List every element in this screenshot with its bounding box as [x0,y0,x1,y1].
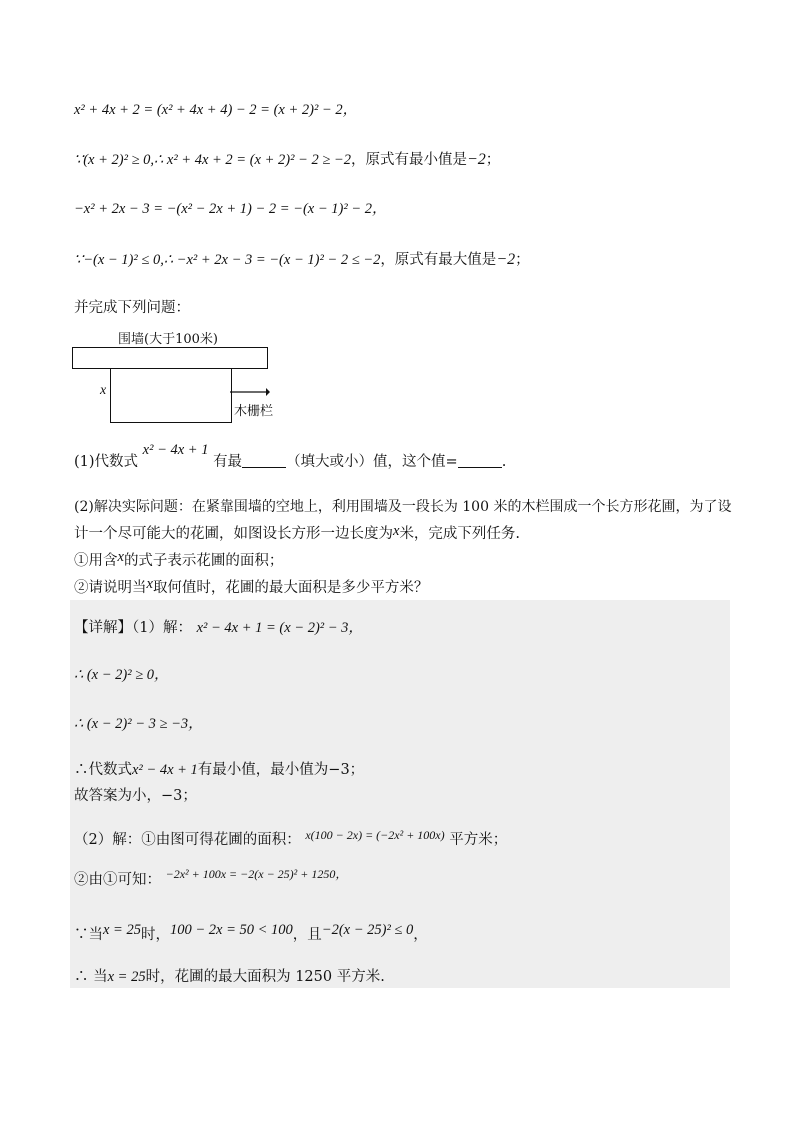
solution-line-8-math-2: 100 − 2x = 50 < 100 [169,922,293,938]
solution-line-8-math-1: x = 25 [103,922,141,938]
wall-label: 围墙(大于100米) [118,332,218,347]
q1-mid2: （填大或小）值，这个值= [286,454,458,470]
solution-line-5: 故答案为小，−3； [74,788,197,804]
question-1 [74,442,507,472]
derivation-line-2-math: ∵(x + 2)² ≥ 0,∴ x² + 4x + 2 = (x + 2)² − 2 ≥ −2 [74,152,351,168]
task-1-text-a: ①用含 [74,553,118,569]
derivation-line-4 [74,250,530,270]
derivation-line-2 [74,150,500,170]
derivation-line-4-math: ∵−(x − 1)² ≤ 0,∴ −x² + 2x − 3 = −(x − 1)² − 2 ≤ −2 [74,252,381,268]
derivation-line-4-end: ； [515,252,530,268]
solution-line-9-math: x = 25 [107,969,146,985]
derivation-line-3: −x² + 2x − 3 = −(x² − 2x + 1) − 2 = −(x − 1)² − 2， [74,201,387,217]
solution-line-6 [74,830,507,850]
solution-line-4-text-b: 有最小值，最小值为−3； [197,762,365,778]
solution-line-7 [74,867,348,890]
garden-rectangle [110,368,232,423]
task-2-text-a: ②请说明当 [74,580,147,596]
derivation-line-2-text: ，原式有最小值是 [350,152,467,168]
solution-line-9 [74,967,385,987]
solution-line-1 [74,618,363,638]
derivation-line-1: x² + 4x + 2 = (x² + 4x + 4) − 2 = (x + 2)² − 2， [74,102,358,118]
solution-line-8 [74,922,428,945]
solution-line-6-text-a: （2）解：①由图可得花圃的面积： [74,832,301,848]
q1-expression: x² − 4x + 1 [142,442,209,458]
task-1 [74,551,283,571]
solution-line-6-math: x(100 − 2x) = (−2x² + 100x) [305,828,445,842]
min-value: −2 [466,151,486,168]
q2-line-2-text-b: 米，完成下列任务. [399,526,521,542]
question-2-line-2 [74,524,520,544]
task-2 [74,578,428,598]
solution-line-3: ∴ (x − 2)² − 3 ≥ −3， [74,716,203,732]
q2-line-2-x: x [393,523,400,539]
fence-label: 木栅栏 [234,404,274,419]
q1-blank-1[interactable] [242,453,286,468]
task-2-text-b: 取何值时，花圃的最大面积是多少平方米？ [152,580,429,596]
solution-line-1-math: x² − 4x + 1 = (x − 2)² − 3， [196,620,363,636]
q2-line-2-text-a: 计一个尽可能大的花圃，如图设长方形一边长度为 [74,526,393,542]
solution-line-8-text-a: ∵当 [74,927,103,943]
arrow-icon [230,386,270,398]
task-1-x: x [117,549,124,565]
solution-line-8-text-d: ， [413,927,428,943]
side-x-label: x [100,383,107,398]
derivation-line-2-end: ； [485,152,501,168]
solution-line-4 [74,760,364,780]
q1-prefix: (1)代数式 [74,454,139,470]
solution-line-7-text-a: ②由①可知： [74,872,161,888]
solution-line-4-math: x² − 4x + 1 [132,762,198,778]
solution-label: 【详解】（1）解： [74,620,192,636]
task-intro: 并完成下列问题： [74,300,190,316]
solution-line-2: ∴ (x − 2)² ≥ 0， [74,667,169,683]
derivation-line-4-text: ，原式有最大值是 [380,252,497,268]
solution-line-9-text-a: ∴ 当 [74,969,108,985]
solution-line-8-text-b: 时， [140,927,170,943]
solution-line-4-text-a: ∴代数式 [74,762,132,778]
solution-line-6-text-b: 平方米； [449,832,508,848]
task-2-x: x [146,576,153,592]
task-1-text-b: 的式子表示花圃的面积； [123,553,284,569]
solution-line-7-math: −2x² + 100x = −2(x − 25)² + 1250， [165,867,348,881]
solution-line-8-math-3: −2(x − 25)² ≤ 0 [321,922,414,938]
q1-blank-2[interactable] [458,453,502,468]
wall-rectangle [72,347,268,369]
question-2-line-1: (2)解决实际问题：在紧靠围墙的空地上，利用围墙及一段长为 100 米的木栏围成一个长方形花圃，为了设 [74,499,732,515]
max-value: −2 [496,251,516,268]
garden-figure [70,328,290,428]
q1-end: . [501,454,507,470]
solution-line-9-text-b: 时，花圃的最大面积为 1250 平方米. [145,969,385,985]
solution-line-8-text-c: ，且 [292,927,322,943]
q1-mid: 有最 [213,454,243,470]
